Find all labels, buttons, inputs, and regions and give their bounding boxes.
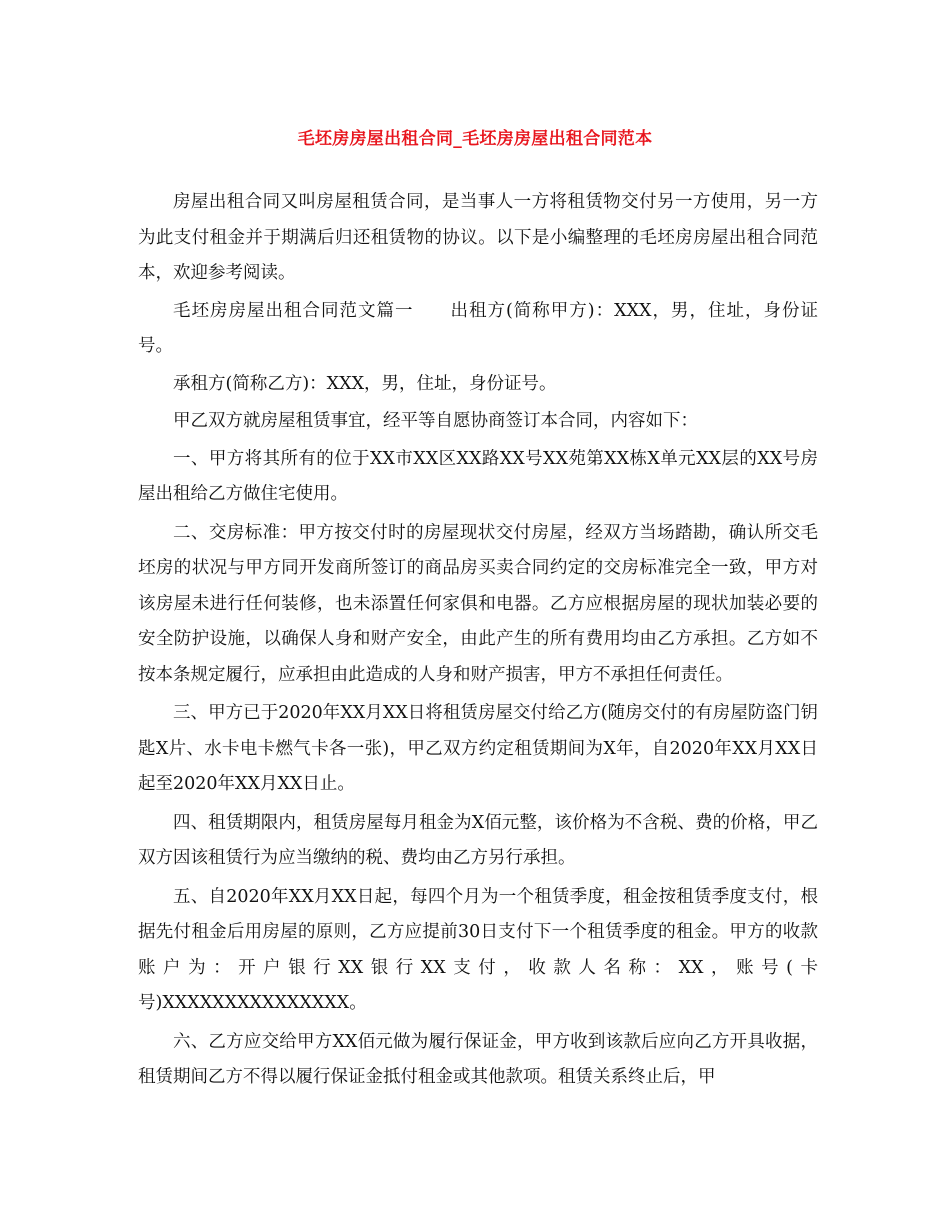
paragraph-clause-3: 三、甲方已于2020年XX月XX日将租赁房屋交付给乙方(随房交付的有房屋防盗门钥匙X片、水卡电卡燃气卡各一张)，甲乙双方约定租赁期间为X年，自2020年XX月XX日起至2020年XX月XX日止。 — [138, 703, 818, 794]
paragraph-clause-5: 五、自2020年XX月XX日起，每四个月为一个租赁季度，租金按租赁季度支付，根据先付租金后用房屋的原则，乙方应提前30日支付下一个租赁季度的租金。甲方的收款账户为：开户银行XX银行XX支付，收款人名称：XX，账号(卡号)XXXXXXXXXXXXXXX。 — [138, 886, 818, 1013]
paragraph-clause-4: 四、租赁期限内，租赁房屋每月租金为X佰元整，该价格为不含税、费的价格，甲乙双方因该租赁行为应当缴纳的税、费均由乙方另行承担。 — [138, 812, 818, 868]
document-body — [138, 185, 818, 1098]
paragraph-clause-1: 一、甲方将其所有的位于XX市XX区XX路XX号XX苑第XX栋X单元XX层的XX号房屋出租给乙方做住宅使用。 — [138, 448, 818, 504]
paragraph-agreement: 甲乙双方就房屋租赁事宜，经平等自愿协商签订本合同，内容如下： — [173, 411, 698, 431]
paragraph-clause-6: 六、乙方应交给甲方XX佰元做为履行保证金，甲方收到该款后应向乙方开具收据，租赁期间乙方不得以履行保证金抵付租金或其他款项。租赁关系终止后，甲 — [138, 1031, 818, 1087]
paragraph-lessor: 毛坯房房屋出租合同范文篇一 出租方(简称甲方)：XXX，男，住址，身份证号。 — [138, 300, 818, 356]
paragraph-intro: 房屋出租合同又叫房屋租赁合同，是当事人一方将租赁物交付另一方使用，另一方为此支付租金并于期满后归还租赁物的协议。以下是小编整理的毛坯房房屋出租合同范本，欢迎参考阅读。 — [138, 192, 818, 283]
document-title: 毛坯房房屋出租合同_毛坯房房屋出租合同范本 — [297, 129, 653, 149]
paragraph-clause-2: 二、交房标准：甲方按交付时的房屋现状交付房屋，经双方当场踏勘，确认所交毛坯房的状况与甲方同开发商所签订的商品房买卖合同约定的交房标准完全一致，甲方对该房屋未进行任何装修，也未添置任何家俱和电器。乙方应根据房屋的现状加装必要的安全防护设施，以确保人身和财产安全，由此产生的所有费用均由乙方承担。乙方如不按本条规定履行，应承担由此造成的人身和财产损害，甲方不承担任何责任。 — [138, 522, 818, 685]
paragraph-lessee: 承租方(简称乙方)：XXX，男，住址，身份证号。 — [173, 373, 557, 394]
